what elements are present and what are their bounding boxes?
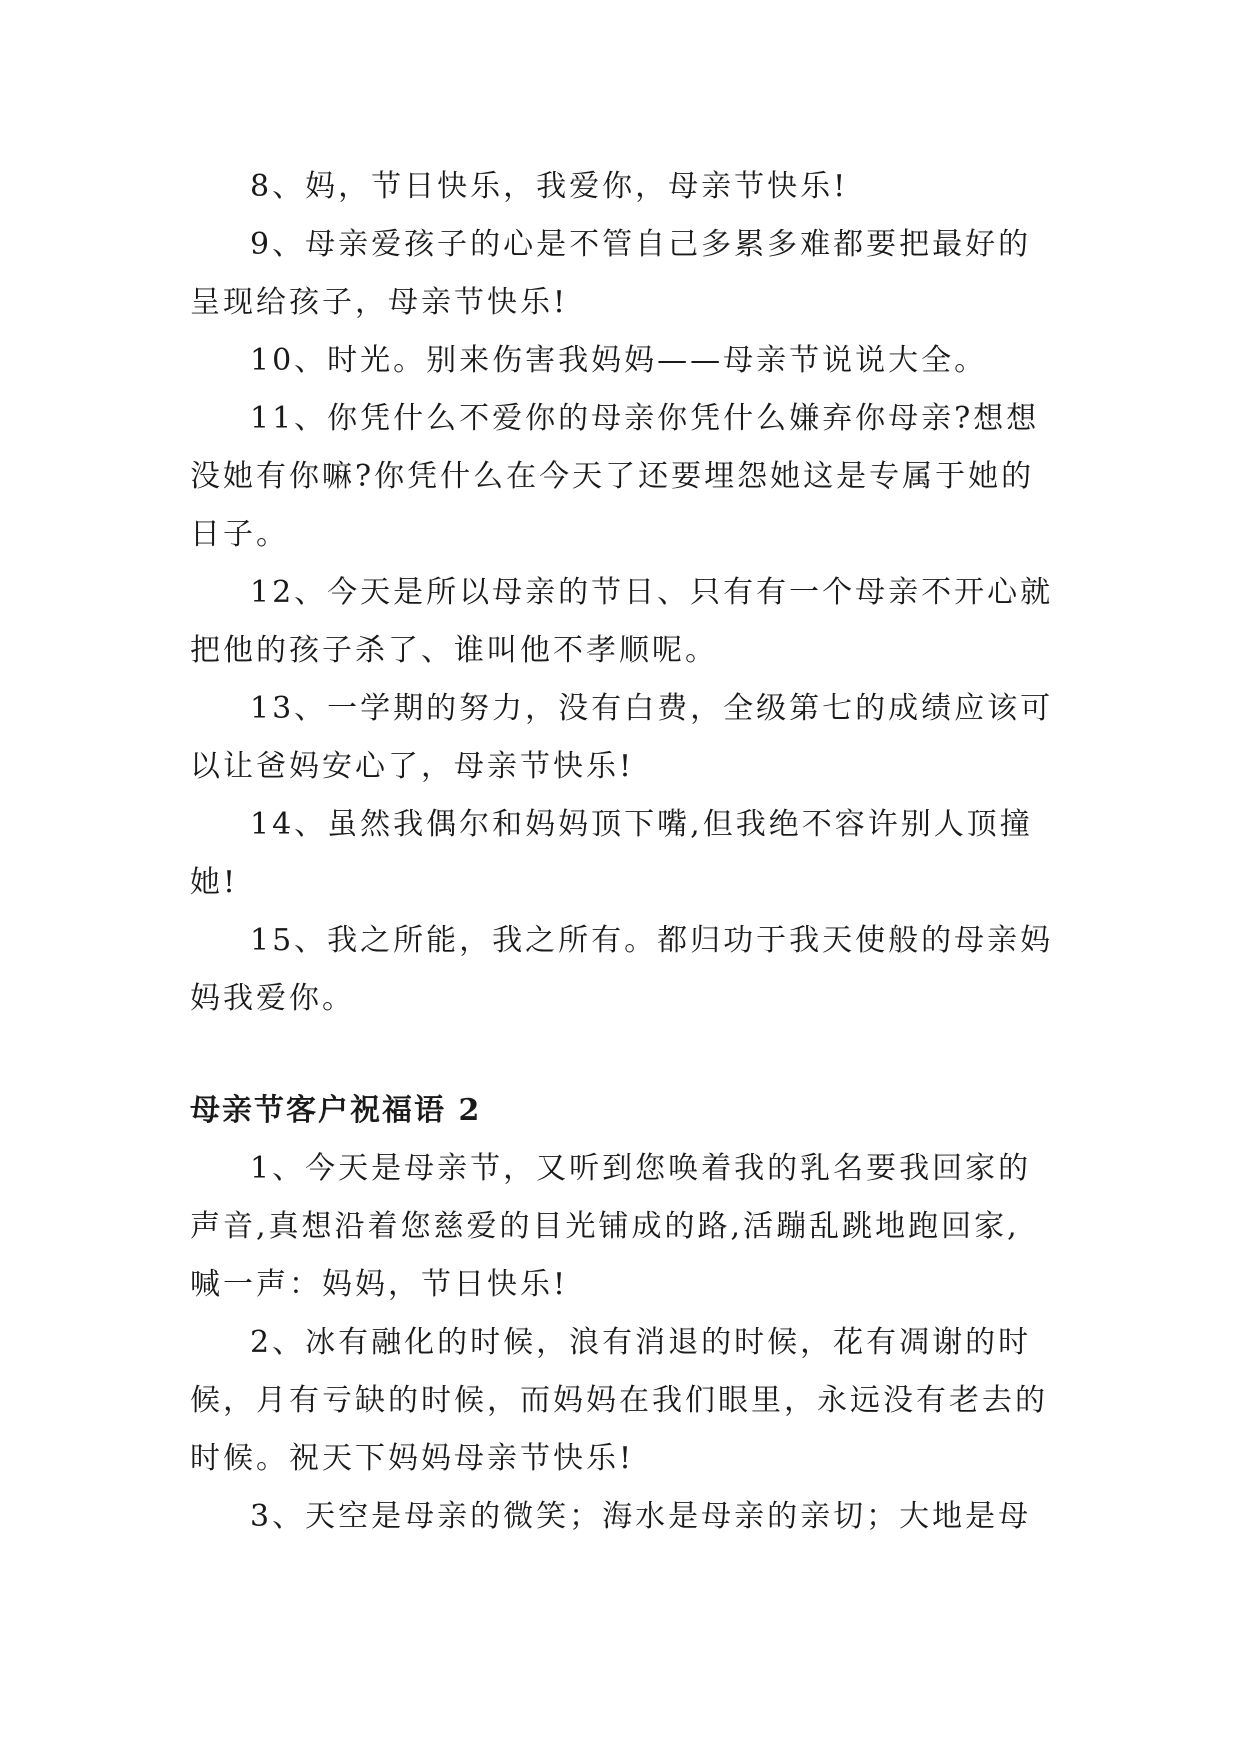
paragraph-item-9: 9、母亲爱孩子的心是不管自己多累多难都要把最好的 呈现给孩子，母亲节快乐! xyxy=(190,227,1032,320)
paragraph-item-10: 10、时光。别来伤害我妈妈——母亲节说说大全。 xyxy=(250,343,988,378)
document-body xyxy=(190,158,1058,1546)
paragraph-item-13: 13、一学期的努力，没有白费，全级第七的成绩应该可 以让爸妈安心了，母亲节快乐! xyxy=(190,691,1054,784)
paragraph-item-3: 3、天空是母亲的微笑；海水是母亲的亲切；大地是母 xyxy=(250,1499,1032,1534)
paragraph-item-15: 15、我之所能，我之所有。都归功于我天使般的母亲妈 妈我爱你。 xyxy=(190,923,1054,1016)
paragraph-item-11: 11、你凭什么不爱你的母亲你凭什么嫌弃你母亲?想想 没她有你嘛?你凭什么在今天了还要埋怨她这是专属于她的 日子。 xyxy=(190,401,1040,552)
paragraph-item-2: 2、冰有融化的时候，浪有消退的时候，花有凋谢的时 候，月有亏缺的时候，而妈妈在我们眼里，永远没有老去的 时候。祝天下妈妈母亲节快乐! xyxy=(190,1325,1048,1476)
paragraph-item-12: 12、今天是所以母亲的节日、只有有一个母亲不开心就 把他的孩子杀了、谁叫他不孝顺呢。 xyxy=(190,575,1054,668)
section-title: 母亲节客户祝福语 2 xyxy=(190,1093,482,1128)
paragraph-item-1: 1、今天是母亲节，又听到您唤着我的乳名要我回家的 声音,真想沿着您慈爱的目光铺成的路,活蹦乱跳地跑回家, 喊一声：妈妈，节日快乐! xyxy=(190,1151,1032,1302)
paragraph-item-14: 14、虽然我偶尔和妈妈顶下嘴,但我绝不容许别人顶撞 她! xyxy=(190,807,1033,900)
paragraph-item-8: 8、妈，节日快乐，我爱你，母亲节快乐! xyxy=(250,169,849,204)
